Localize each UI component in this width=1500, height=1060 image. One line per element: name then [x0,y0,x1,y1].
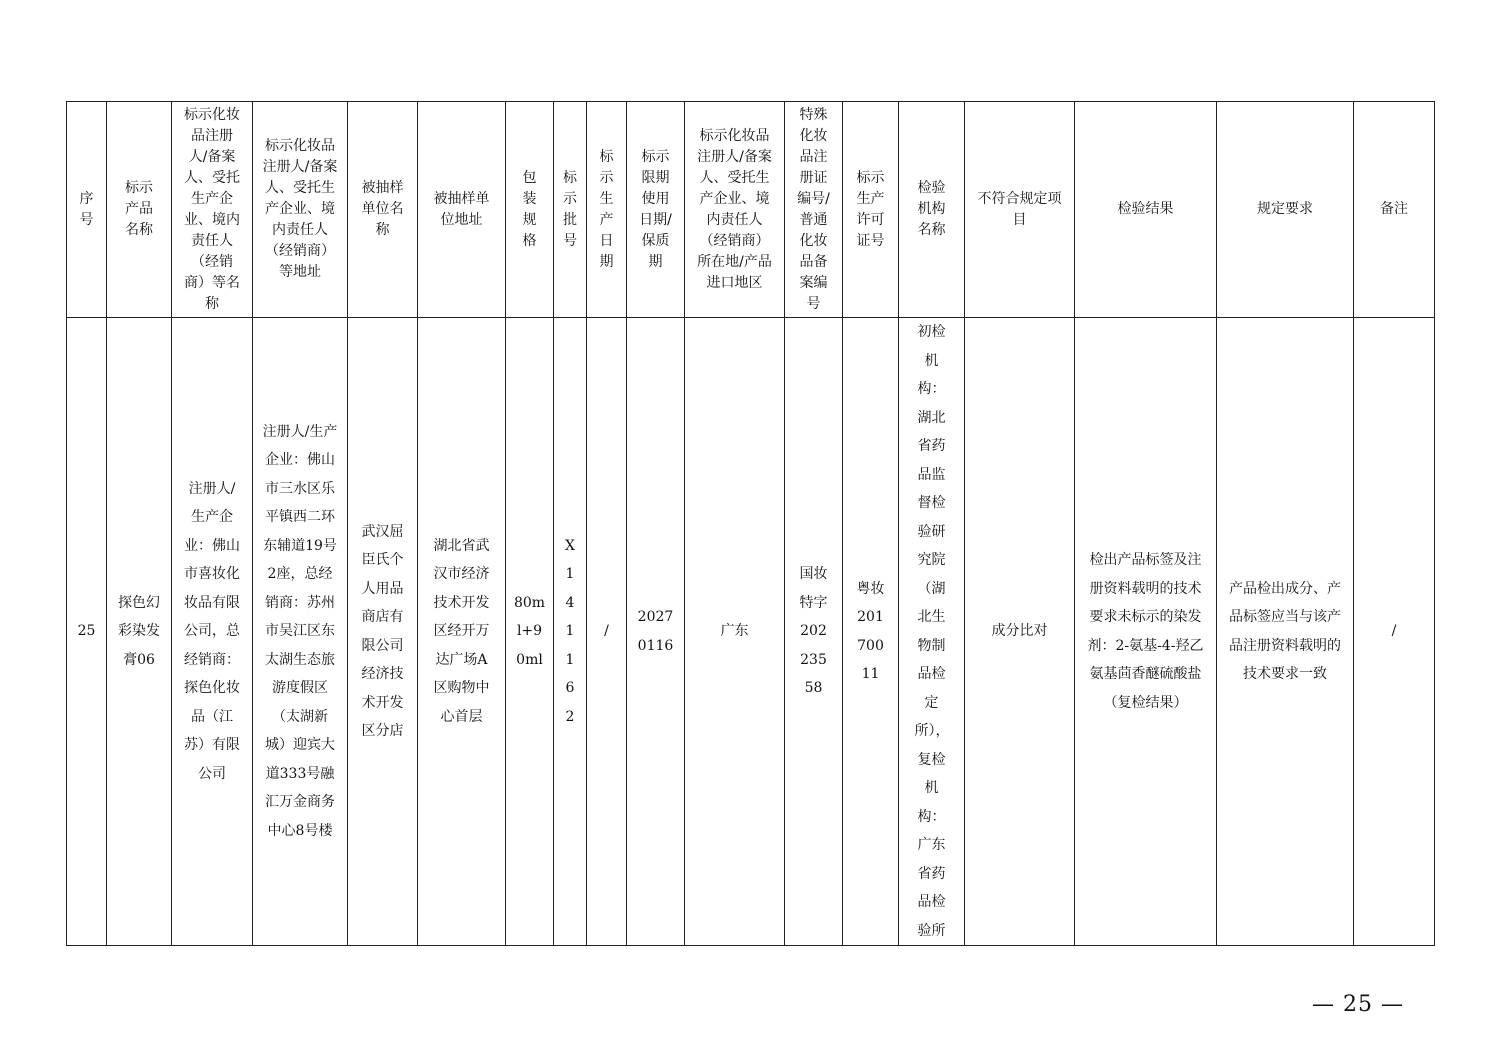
header-seq: 序号 [67,102,107,318]
cell-requirement: 产品检出成分、产品标签应当与该产品注册资料载明的技术要求一致 [1217,318,1354,946]
cell-production-date: / [587,318,627,946]
header-registrant-address: 标示化妆品注册人/备案人、受托生产企业、境内责任人（经销商）等地址 [253,102,348,318]
cell-region: 广东 [685,318,785,946]
header-production-date: 标示生产日期 [587,102,627,318]
header-product-name: 标示产品名称 [107,102,172,318]
cell-sampled-unit-name: 武汉屈臣氏个人用品商店有限公司经济技术开发区分店 [348,318,418,946]
cell-registrant-address: 注册人/生产企业：佛山市三水区乐平镇西二环东辅道19号2座，总经销商：苏州市吴江区东太湖生态旅游度假区（太湖新城）迎宾大道333号融汇万金商务中心8号楼 [253,318,348,946]
cell-expiry-date: 20270116 [627,318,685,946]
cell-registrant-name: 注册人/生产企业：佛山市喜妆化妆品有限公司，总经销商：探色化妆品（江苏）有限公司 [172,318,253,946]
header-inspection-agency: 检验机构名称 [899,102,965,318]
header-remark: 备注 [1354,102,1435,318]
cell-package-spec: 80ml+90ml [506,318,554,946]
page-number: — 25 — [1312,992,1404,1017]
header-region: 标示化妆品注册人/备案人、受托生产企业、境内责任人（经销商）所在地/产品进口地区 [685,102,785,318]
header-row [67,102,1435,318]
cell-nonconforming-item: 成分比对 [965,318,1075,946]
cell-sampled-unit-address: 湖北省武汉市经济技术开发区经开万达广场A区购物中心首层 [418,318,506,946]
header-registration-no: 特殊化妆品注册证编号/普通化妆品备案编号 [785,102,843,318]
header-license-no: 标示生产许可证号 [843,102,899,318]
header-inspection-result: 检验结果 [1075,102,1217,318]
cell-batch-no: X141162 [554,318,587,946]
cell-inspection-result: 检出产品标签及注册资料载明的技术要求未标示的染发剂：2-氨基-4-羟乙氨基茴香醚硫酸盐（复检结果） [1075,318,1217,946]
header-sampled-unit-name: 被抽样单位名称 [348,102,418,318]
cell-product-name: 探色幻彩染发膏06 [107,318,172,946]
cell-remark: / [1354,318,1435,946]
cell-license-no: 粤妆20170011 [843,318,899,946]
header-nonconforming-item: 不符合规定项目 [965,102,1075,318]
cell-registration-no: 国妆特字20223558 [785,318,843,946]
header-registrant-name: 标示化妆品注册人/备案人、受托生产企业、境内责任人（经销商）等名称 [172,102,253,318]
inspection-table [66,101,1435,946]
header-requirement: 规定要求 [1217,102,1354,318]
header-batch-no: 标示批号 [554,102,587,318]
cell-inspection-agency: 初检机构：湖北省药品监督检验研究院（湖北生物制品检定所），复检机构：广东省药品检验所 [899,318,965,946]
table-row [67,318,1435,946]
header-expiry-date: 标示限期使用日期/保质期 [627,102,685,318]
header-sampled-unit-address: 被抽样单位地址 [418,102,506,318]
header-package-spec: 包装规格 [506,102,554,318]
cell-seq: 25 [67,318,107,946]
